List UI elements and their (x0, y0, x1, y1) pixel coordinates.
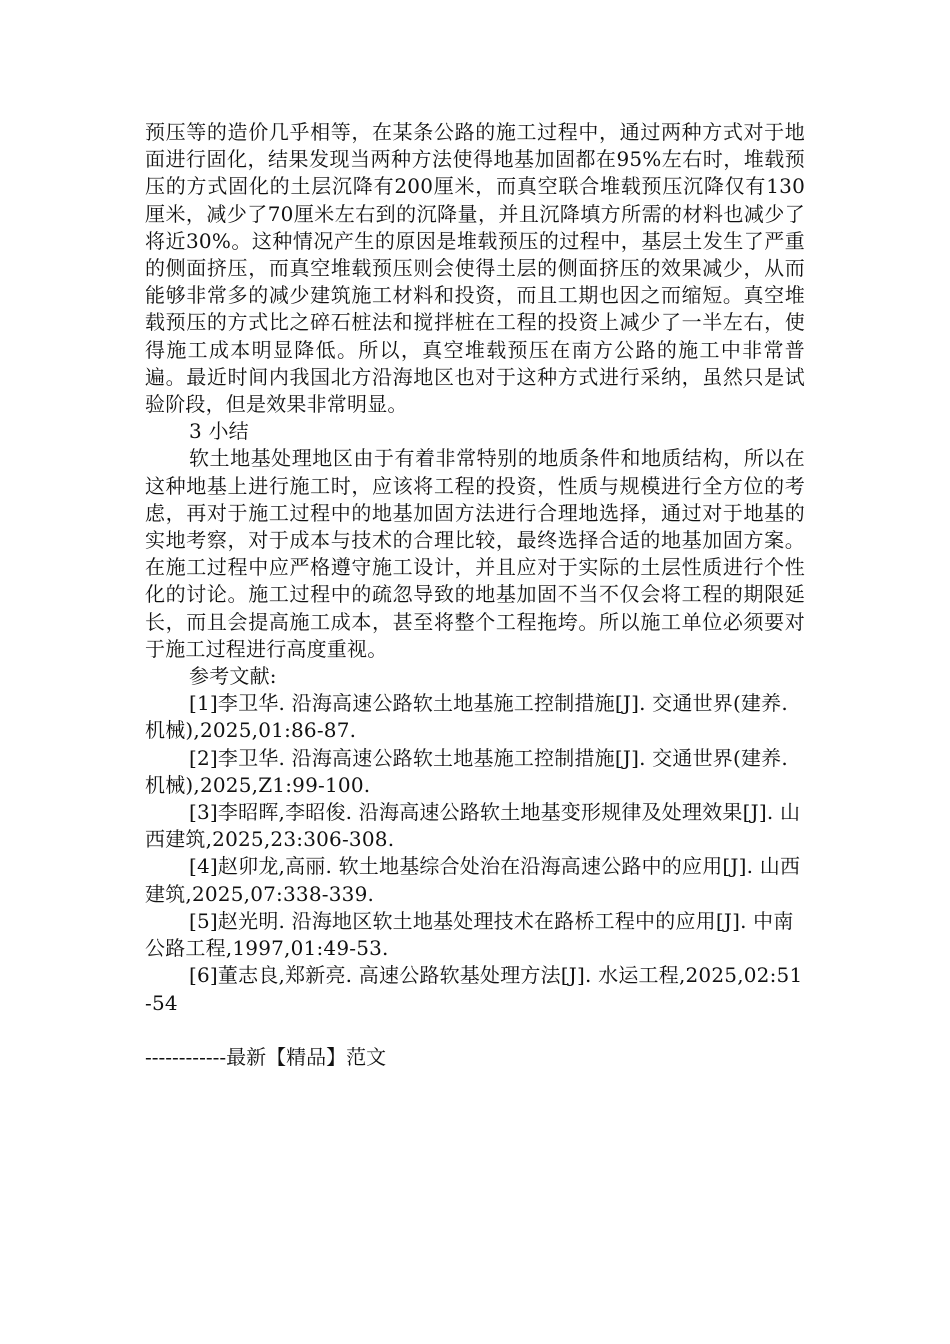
references-heading: 参考文献: (189, 664, 277, 689)
reference-item: [6]董志良,郑新亮. 高速公路软基处理方法[J]. 水运工程,2025,02:51-54 (145, 963, 803, 1015)
reference-item: [3]李昭晖,李昭俊. 沿海高速公路软土地基变形规律及处理效果[J]. 山西建筑,2025,23:306-308. (145, 800, 801, 852)
document-body (145, 119, 805, 1017)
reference-item: [5]赵光明. 沿海地区软土地基处理技术在路桥工程中的应用[J]. 中南公路工程,1997,01:49-53. (145, 908, 794, 961)
page-footer: ------------最新【精品】范文 (145, 1045, 387, 1069)
continued-paragraph: 预压等的造价几乎相等，在某条公路的施工过程中，通过两种方式对于地面进行固化，结果发现当两种方法使得地基加固都在95%左右时，堆载预压的方式固化的土层沉降有200厘米，而真空联合堆载预压沉降仅有130厘米，减少了70厘米左右到的沉降量，并且沉降填方所需的材料也减少了将近30%。这种情况产生的原因是堆载预压的过程中，基层土发生了严重的侧面挤压，而真空堆载预压则会使得土层的侧面挤压的效果减少，从而能够非常多的减少建筑施工材料和投资，而且工期也因之而缩短。真空堆载预压的方式比之碎石桩法和搅拌桩在工程的投资上减少了一半左右，使得施工成本明显降低。所以，真空堆载预压在南方公路的施工中非常普遍。最近时间内我国北方沿海地区也对于这种方式进行采纳，虽然只是试验阶段，但是效果非常明显。 (145, 120, 805, 417)
reference-list (145, 690, 805, 1016)
reference-item: [2]李卫华. 沿海高速公路软土地基施工控制措施[J]. 交通世界(建养.机械),2025,Z1:99-100. (145, 745, 788, 797)
reference-item: [4]赵卯龙,高丽. 软土地基综合处治在沿海高速公路中的应用[J]. 山西建筑,2025,07:338-339. (145, 854, 801, 906)
section-paragraph: 软土地基处理地区由于有着非常特别的地质条件和地质结构，所以在这种地基上进行施工时，应该将工程的投资，性质与规模进行全方位的考虑，再对于施工过程中的地基加固方法进行合理地选择，通过对于地基的实地考察，对于成本与技术的合理比较，最终选择合适的地基加固方案。在施工过程中应严格遵守施工设计，并且应对于实际的土层性质进行个性化的讨论。施工过程中的疏忽导致的地基加固不当不仅会将工程的期限延长，而且会提高施工成本，甚至将整个工程拖垮。所以施工单位必须要对于施工过程进行高度重视。 (145, 446, 805, 661)
section-heading: 3 小结 (189, 419, 249, 444)
reference-item: [1]李卫华. 沿海高速公路软土地基施工控制措施[J]. 交通世界(建养.机械),2025,01:86-87. (145, 691, 788, 743)
